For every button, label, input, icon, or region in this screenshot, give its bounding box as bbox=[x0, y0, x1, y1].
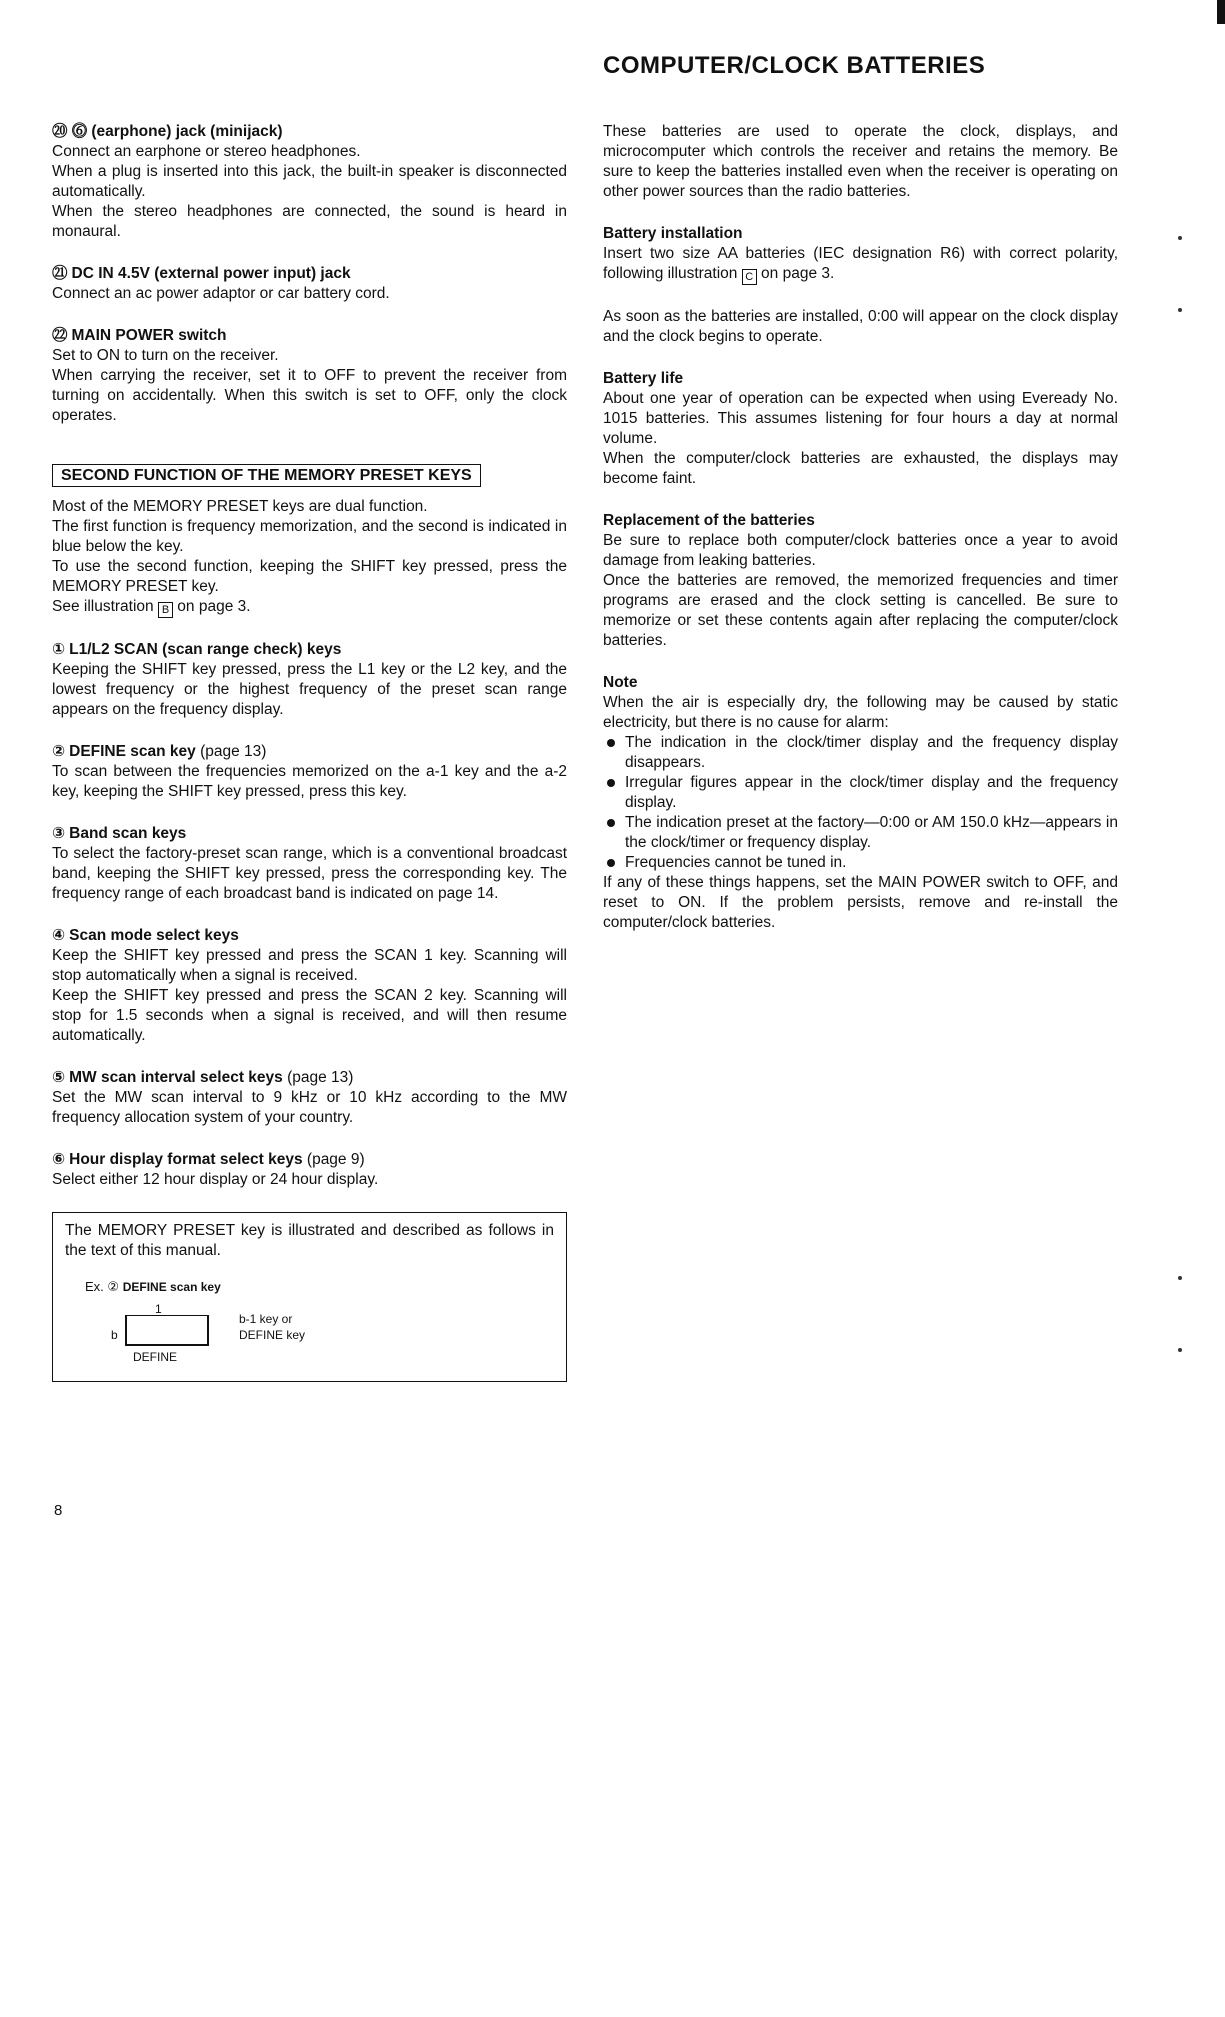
scan-speck bbox=[1178, 1348, 1182, 1352]
paragraph: About one year of operation can be expected when using Eveready No. 1015 batteries. This assumes listening for four hours a day at normal volume. bbox=[603, 390, 1118, 447]
section-heading: DEFINE scan key bbox=[69, 743, 196, 760]
paragraph: Most of the MEMORY PRESET keys are dual function. bbox=[52, 498, 428, 515]
second-function-section: SECOND FUNCTION OF THE MEMORY PRESET KEYS Most of the MEMORY PRESET keys are dual function. The first function is frequency memorization, and the second is indicated in blue below the key. To use the second function, keeping the SHIFT key pressed, press the MEMORY PRESET key. See illustration B on page 3. bbox=[52, 448, 567, 618]
section-heading: Battery installation bbox=[603, 225, 743, 242]
dc-in-section bbox=[52, 264, 567, 304]
section-heading: DC IN 4.5V (external power input) jack bbox=[71, 265, 351, 282]
scan-speck bbox=[1178, 236, 1182, 240]
item-number-icon: ① bbox=[52, 641, 66, 658]
paragraph: Select either 12 hour display or 24 hour display. bbox=[52, 1171, 379, 1188]
list-item: The indication in the clock/timer display and the frequency display disappears. bbox=[603, 733, 1118, 773]
paragraph: The first function is frequency memorization, and the second is indicated in blue below the key. bbox=[52, 518, 567, 555]
define-scan-section: ② DEFINE scan key (page 13) To scan between the frequencies memorized on the a-1 key and the a-2 key, keeping the SHIFT key pressed, press this key. bbox=[52, 743, 567, 800]
paragraph: Once the batteries are removed, the memorized frequencies and timer programs are erased and the clock setting is cancelled. Be sure to memorize or set these contents again after replacing the computer/clock batteries. bbox=[603, 572, 1118, 649]
paragraph: When a plug is inserted into this jack, the built-in speaker is disconnected automatically. bbox=[52, 163, 567, 200]
section-heading: (earphone) jack (minijack) bbox=[91, 123, 283, 140]
scan-speck bbox=[1178, 1276, 1182, 1280]
paragraph: When the computer/clock batteries are exhausted, the displays may become faint. bbox=[603, 450, 1118, 487]
item-number-icon: ㉑ bbox=[52, 265, 68, 282]
left-column bbox=[52, 122, 567, 1382]
battery-life-section bbox=[603, 369, 1118, 489]
intro-section bbox=[603, 122, 1118, 202]
band-scan-section bbox=[52, 824, 567, 904]
item-number-icon: ㉒ bbox=[52, 327, 68, 344]
page-number: 8 bbox=[54, 1502, 63, 1519]
paragraph: As soon as the batteries are installed, 0:00 will appear on the clock display and the clock begins to operate. bbox=[603, 308, 1118, 345]
key-second-function-label: DEFINE bbox=[133, 1350, 178, 1364]
paragraph: These batteries are used to operate the clock, displays, and microcomputer which controls the receiver and retains the memory. Be sure to keep the batteries installed even when the receiver is operating on other power sources than the radio batteries. bbox=[603, 123, 1118, 200]
earphone-jack-section bbox=[52, 122, 567, 242]
list-item: Frequencies cannot be tuned in. bbox=[603, 853, 1118, 873]
page-title: COMPUTER/CLOCK BATTERIES bbox=[603, 52, 986, 79]
section-heading: Hour display format select keys bbox=[69, 1151, 303, 1168]
memory-preset-note-box bbox=[52, 1212, 567, 1382]
illustration-b-box: B bbox=[158, 602, 173, 618]
illustration-c-box: C bbox=[742, 269, 757, 285]
section-heading: Note bbox=[603, 674, 638, 691]
paragraph: To scan between the frequencies memorized on the a-1 key and the a-2 key, keeping the SHIFT key pressed, press this key. bbox=[52, 763, 567, 800]
right-column bbox=[603, 122, 1118, 955]
paragraph: To use the second function, keeping the SHIFT key pressed, press the MEMORY PRESET key. bbox=[52, 558, 567, 595]
item-number-icon: ② bbox=[52, 743, 66, 760]
battery-installation-section: Battery installation Insert two size AA batteries (IEC designation R6) with correct polarity, following illustration C on page 3. bbox=[603, 225, 1118, 283]
paragraph: Keep the SHIFT key pressed and press the SCAN 2 key. Scanning will stop for 1.5 seconds when a signal is received, and will then resume automatically. bbox=[52, 987, 567, 1044]
item-number-icon: ⑤ bbox=[52, 1069, 66, 1086]
replacement-section bbox=[603, 511, 1118, 651]
clock-start-section bbox=[603, 307, 1118, 347]
paragraph: Connect an ac power adaptor or car battery cord. bbox=[52, 285, 390, 302]
section-heading: L1/L2 SCAN (scan range check) keys bbox=[69, 641, 342, 658]
key-outline bbox=[125, 1315, 209, 1346]
key-letter-label: b bbox=[111, 1328, 118, 1342]
boxed-section-title: SECOND FUNCTION OF THE MEMORY PRESET KEYS bbox=[52, 464, 481, 487]
item-number-icon: ⑥ bbox=[52, 1151, 66, 1168]
section-heading: Scan mode select keys bbox=[69, 927, 239, 944]
paragraph: Set the MW scan interval to 9 kHz or 10 kHz according to the MW frequency allocation system of your country. bbox=[52, 1089, 567, 1126]
paragraph: Keep the SHIFT key pressed and press the SCAN 1 key. Scanning will stop automatically when a signal is received. bbox=[52, 947, 567, 984]
main-power-section bbox=[52, 326, 567, 426]
example-number-icon: ② bbox=[107, 1279, 120, 1294]
note-text: The MEMORY PRESET key is illustrated and described as follows in the text of this manual. bbox=[65, 1222, 554, 1259]
section-heading: MW scan interval select keys bbox=[69, 1069, 283, 1086]
scan-range-section bbox=[52, 640, 567, 720]
section-heading: Band scan keys bbox=[69, 825, 187, 842]
paragraph: To select the factory-preset scan range, which is a conventional broadcast band, keeping the SHIFT key pressed, press the corresponding key. The frequency range of each broadcast band is indicated on page 14. bbox=[52, 845, 567, 902]
item-number-icon: ③ bbox=[52, 825, 66, 842]
key-number-label: 1 bbox=[155, 1302, 162, 1316]
item-number-icon: ⑳ ⓺ bbox=[52, 123, 88, 140]
mw-scan-interval-section: ⑤ MW scan interval select keys (page 13) Set the MW scan interval to 9 kHz or 10 kHz according to the MW frequency allocation system of your country. bbox=[52, 1069, 567, 1126]
note-bullet-list bbox=[603, 733, 1118, 873]
paragraph: Set to ON to turn on the receiver. bbox=[52, 347, 279, 364]
memory-preset-key-diagram bbox=[111, 1299, 231, 1364]
section-heading: Replacement of the batteries bbox=[603, 512, 815, 529]
page-edge-mark bbox=[1217, 0, 1225, 24]
paragraph: Connect an earphone or stereo headphones. bbox=[52, 143, 361, 160]
scan-speck bbox=[1178, 308, 1182, 312]
note-section bbox=[603, 673, 1118, 933]
list-item: Irregular figures appear in the clock/timer display and the frequency display. bbox=[603, 773, 1118, 813]
scan-mode-section bbox=[52, 926, 567, 1046]
example-line: Ex. ② DEFINE scan key bbox=[85, 1279, 221, 1294]
paragraph: If any of these things happens, set the MAIN POWER switch to OFF, and reset to ON. If the problem persists, remove and re-install the computer/clock batteries. bbox=[603, 874, 1118, 931]
paragraph: Keeping the SHIFT key pressed, press the L1 key or the L2 key, and the lowest frequency or the highest frequency of the preset scan range appears on the frequency display. bbox=[52, 661, 567, 718]
paragraph: When the stereo headphones are connected, the sound is heard in monaural. bbox=[52, 203, 567, 240]
paragraph: When carrying the receiver, set it to OFF to prevent the receiver from turning on accidentally. When this switch is set to OFF, only the clock operates. bbox=[52, 367, 567, 424]
hour-format-section: ⑥ Hour display format select keys (page 9) Select either 12 hour display or 24 hour display. bbox=[52, 1150, 567, 1190]
paragraph: When the air is especially dry, the following may be caused by static electricity, but there is no cause for alarm: bbox=[603, 694, 1118, 731]
section-heading: MAIN POWER switch bbox=[71, 327, 227, 344]
item-number-icon: ④ bbox=[52, 927, 66, 944]
section-heading: Battery life bbox=[603, 370, 684, 387]
list-item: The indication preset at the factory—0:00 or AM 150.0 kHz—appears in the clock/timer or frequency display. bbox=[603, 813, 1118, 853]
paragraph: Be sure to replace both computer/clock batteries once a year to avoid damage from leaking batteries. bbox=[603, 532, 1118, 569]
key-caption: b-1 key or DEFINE key bbox=[239, 1312, 306, 1342]
